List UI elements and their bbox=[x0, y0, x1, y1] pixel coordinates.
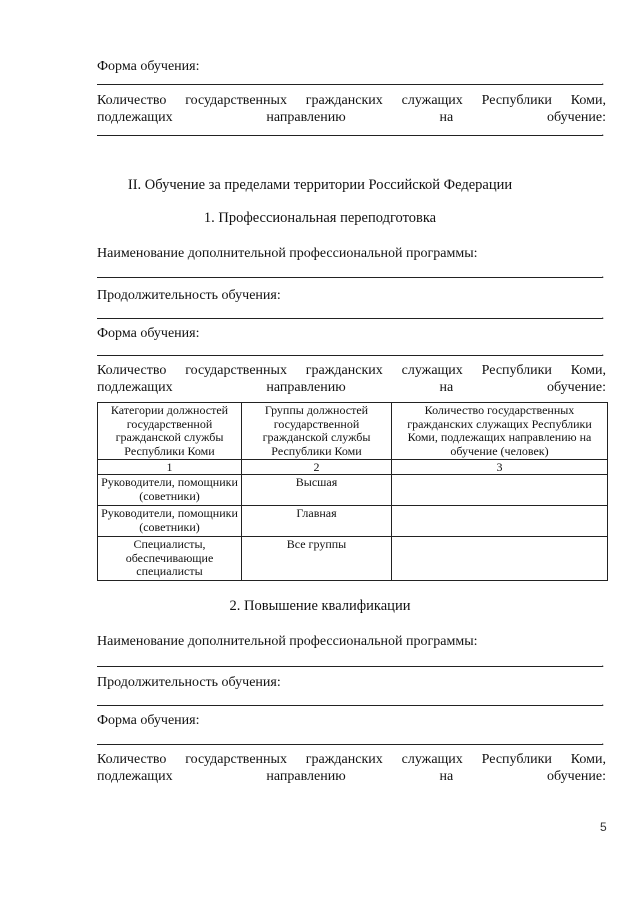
duration-line bbox=[97, 705, 602, 706]
page-number: 5 bbox=[600, 820, 607, 834]
line-end: . bbox=[601, 655, 605, 670]
form-of-study-label: Форма обучения: bbox=[97, 713, 200, 728]
program-name-line bbox=[97, 277, 602, 278]
duration-line bbox=[97, 318, 602, 319]
table-cell-group: Все группы bbox=[242, 537, 392, 581]
count-sent-label: Количество государственных гражданских служащих Республики Коми, подлежащих направлению на обучение: bbox=[97, 93, 606, 125]
table-header-row bbox=[98, 403, 608, 460]
form-of-study-label: Форма обучения: bbox=[97, 326, 200, 341]
count-sent-label: Количество государственных гражданских служащих Республики Коми, подлежащих направлению на обучение: bbox=[97, 752, 606, 784]
table-row bbox=[98, 475, 608, 506]
table-cell-group: Высшая bbox=[242, 475, 392, 506]
table-row bbox=[98, 537, 608, 581]
duration-label: Продолжительность обучения: bbox=[97, 675, 281, 690]
table-cell-count[interactable] bbox=[392, 475, 608, 506]
line-end: . bbox=[601, 73, 605, 88]
table-cell-group: Главная bbox=[242, 506, 392, 537]
table-col-number: 1 bbox=[98, 460, 242, 475]
table-col-number: 2 bbox=[242, 460, 392, 475]
duration-label: Продолжительность обучения: bbox=[97, 288, 281, 303]
line-end: . bbox=[601, 344, 605, 359]
table-header-count: Количество государственных гражданских служащих Республики Коми, подлежащих направлению на обучение (человек) bbox=[392, 403, 608, 460]
form-of-study-line bbox=[97, 84, 602, 85]
table-cell-category: Руководители, помощники (советники) bbox=[98, 506, 242, 537]
table-cell-category: Руководители, помощники (советники) bbox=[98, 475, 242, 506]
form-of-study-line bbox=[97, 744, 602, 745]
table-row bbox=[98, 506, 608, 537]
form-of-study-label: Форма обучения: bbox=[97, 59, 200, 74]
line-end: . bbox=[601, 124, 605, 139]
positions-table bbox=[97, 402, 608, 581]
program-name-label: Наименование дополнительной профессиональной программы: bbox=[97, 246, 478, 261]
table-cell-count[interactable] bbox=[392, 537, 608, 581]
line-end: . bbox=[601, 266, 605, 281]
line-end: . bbox=[601, 307, 605, 322]
table-number-row bbox=[98, 460, 608, 475]
table-cell-category: Специалисты, обеспечивающие специалисты bbox=[98, 537, 242, 581]
section-title: II. Обучение за пределами территории Российской Федерации bbox=[127, 177, 513, 193]
table-header-category: Категории должностей государственной гражданской службы Республики Коми bbox=[98, 403, 242, 460]
subsection2-title: 2. Повышение квалификации bbox=[229, 598, 411, 614]
count-sent-line bbox=[97, 135, 602, 136]
line-end: . bbox=[601, 733, 605, 748]
form-of-study-line bbox=[97, 355, 602, 356]
table-cell-count[interactable] bbox=[392, 506, 608, 537]
program-name-line bbox=[97, 666, 602, 667]
program-name-label: Наименование дополнительной профессиональной программы: bbox=[97, 634, 478, 649]
table-col-number: 3 bbox=[392, 460, 608, 475]
table-header-group: Группы должностей государственной гражданской службы Республики Коми bbox=[242, 403, 392, 460]
count-sent-label: Количество государственных гражданских служащих Республики Коми, подлежащих направлению на обучение: bbox=[97, 363, 606, 395]
line-end: . bbox=[601, 694, 605, 709]
subsection1-title: 1. Профессиональная переподготовка bbox=[203, 210, 437, 226]
